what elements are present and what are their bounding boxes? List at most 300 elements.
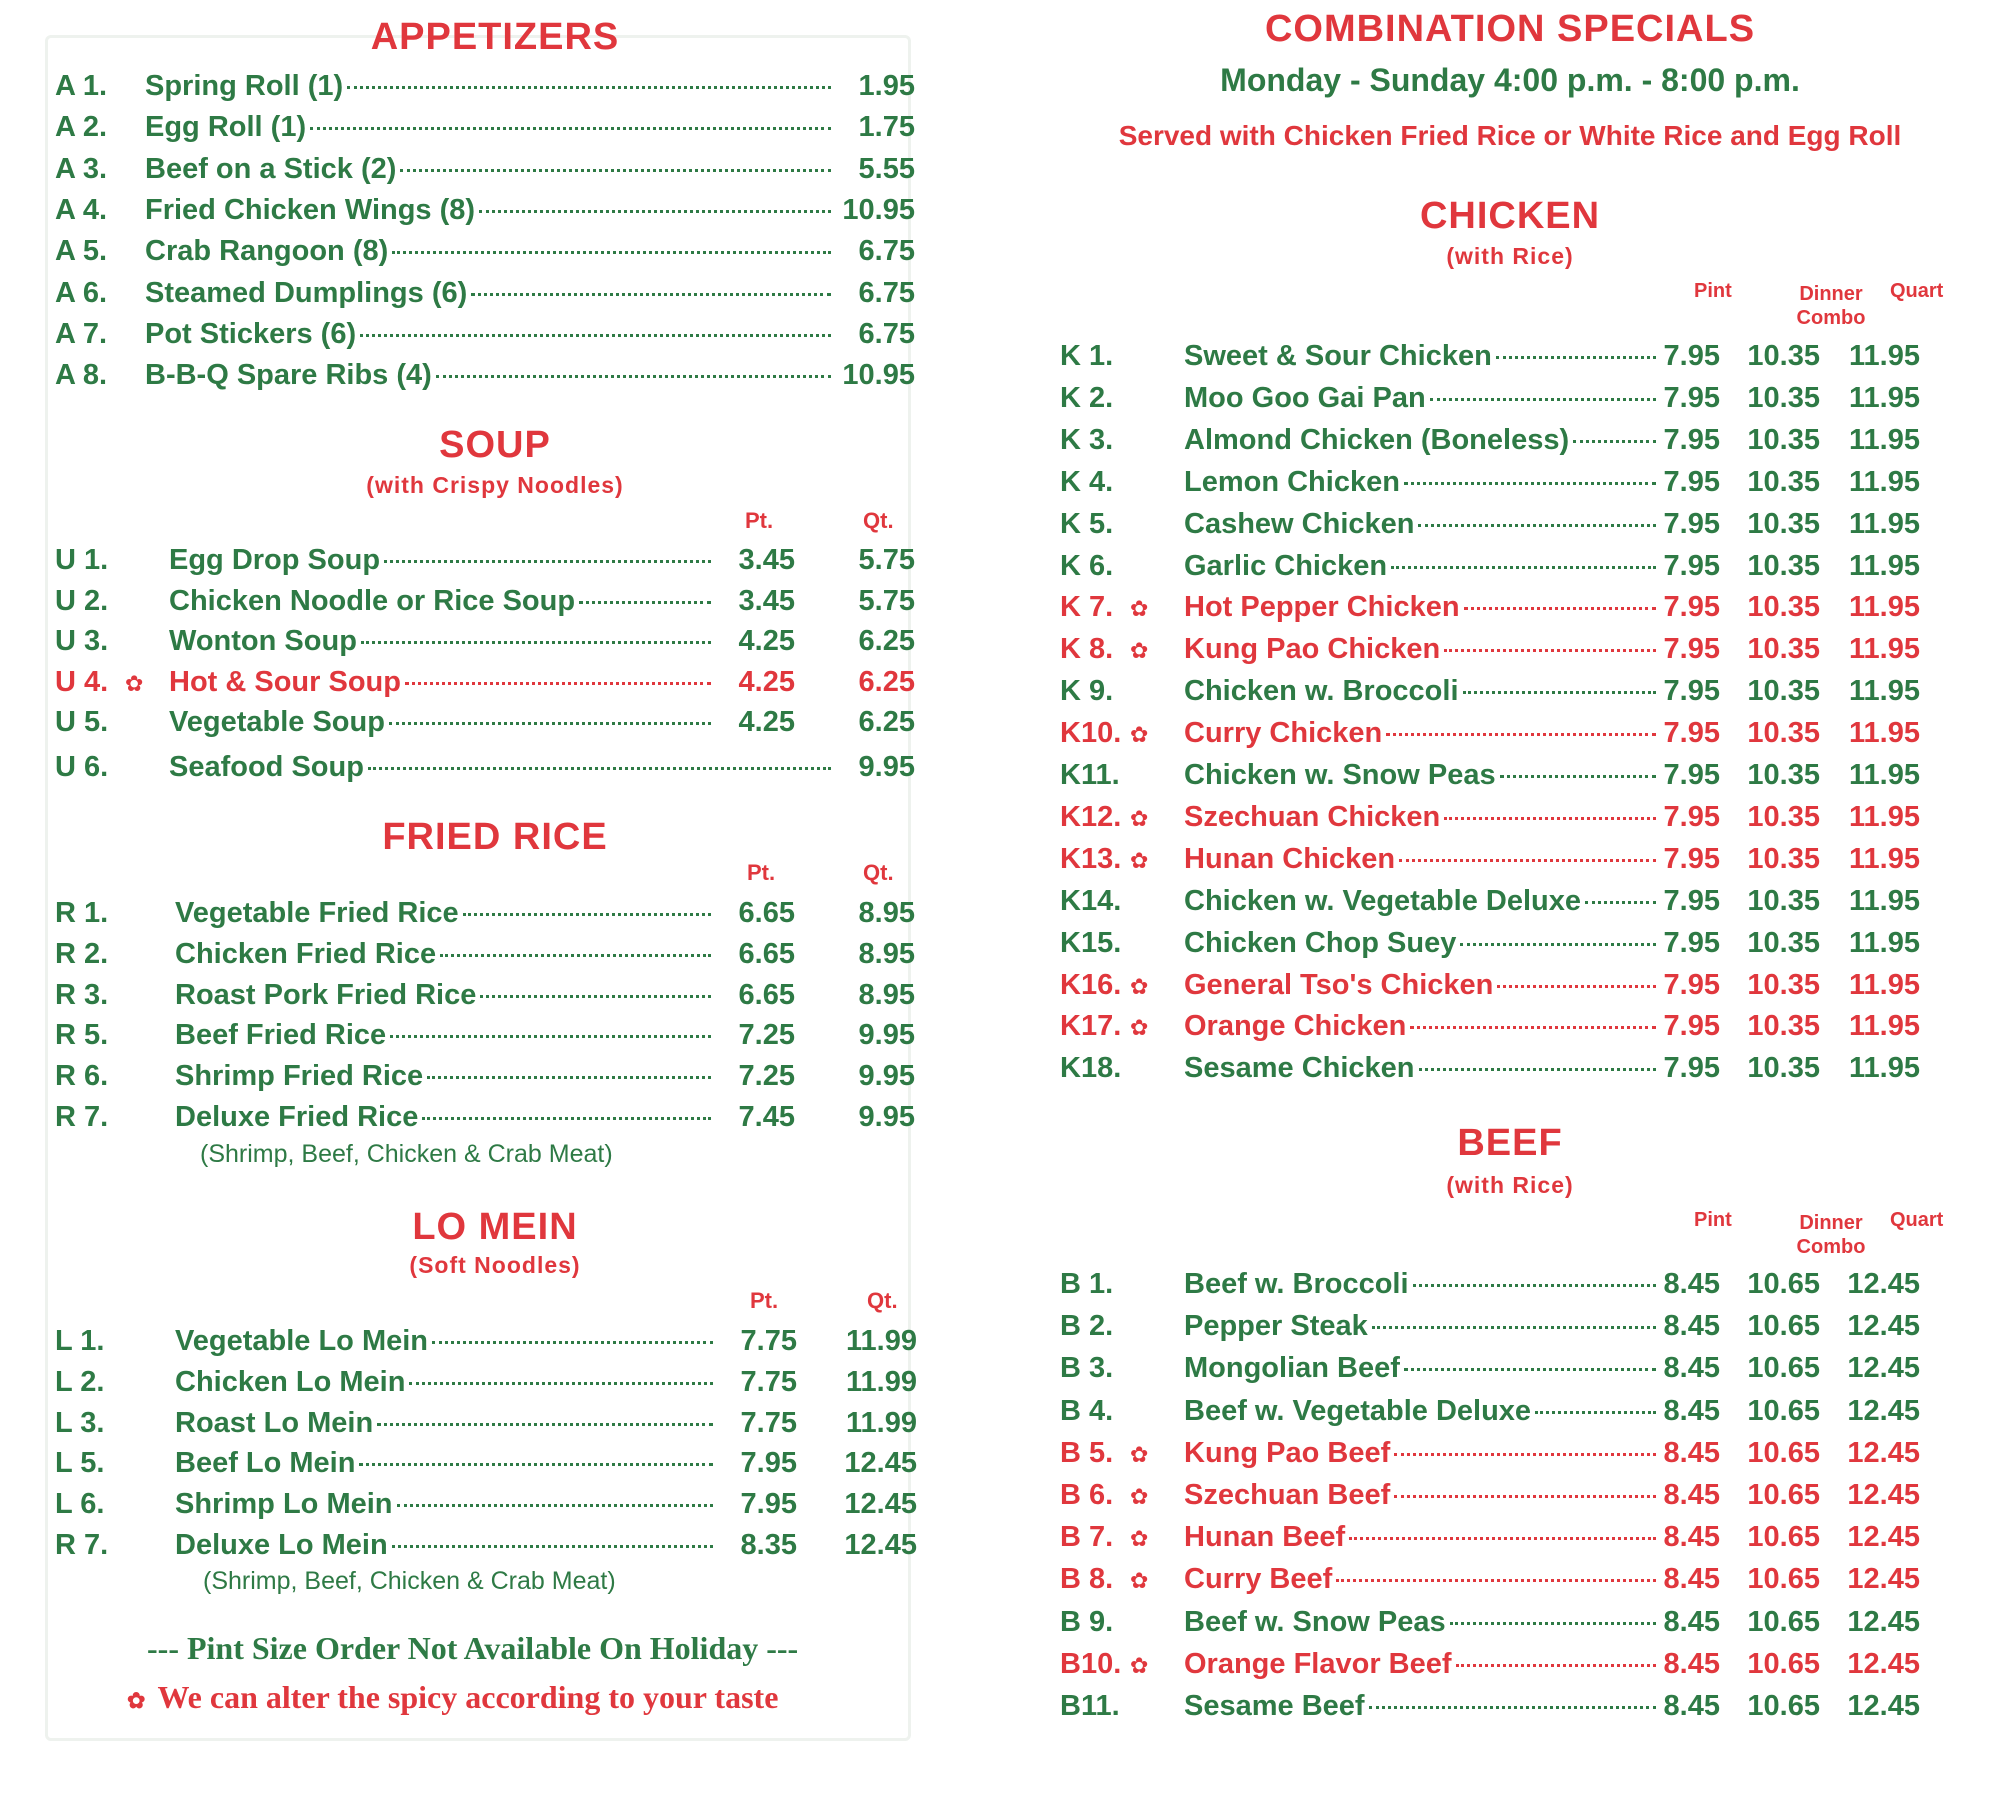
item-name: Kung Pao Beef	[1184, 1436, 1391, 1469]
item-name: Vegetable Soup	[169, 706, 385, 739]
item-name: Hunan Chicken	[1184, 842, 1396, 875]
item-price-qt: 8.95	[858, 897, 915, 929]
item-price-qt: 5.75	[858, 584, 915, 617]
item-name: Wonton Soup	[169, 625, 357, 658]
leader-dots	[1372, 1326, 1656, 1329]
item-price-pint: 7.95	[1663, 507, 1720, 540]
leader-dots	[384, 560, 711, 563]
leader-dots	[480, 995, 711, 998]
item-code: K 3.	[1060, 423, 1114, 456]
item-name: Chicken w. Snow Peas	[1184, 759, 1496, 791]
item-code: R 1.	[55, 897, 109, 929]
item-code: K 5.	[1060, 507, 1114, 540]
combination-hours: Monday - Sunday 4:00 p.m. - 8:00 p.m.	[1220, 62, 1800, 98]
item-price-quart: 12.45	[1847, 1310, 1920, 1343]
item-name: Moo Goo Gai Pan	[1184, 381, 1426, 414]
item-name: Shrimp Lo Mein	[175, 1488, 393, 1521]
item-code: B 7.	[1060, 1521, 1114, 1554]
leader-dots	[422, 1117, 711, 1120]
leader-dots	[1410, 1026, 1656, 1029]
item-name: Crab Rangoon (8)	[145, 235, 389, 268]
item-code: U 1.	[55, 544, 109, 576]
leader-dots	[347, 86, 831, 89]
chili-pepper-icon: ✿	[1130, 973, 1149, 999]
beef-subtitle: (with Rice)	[1446, 1172, 1574, 1198]
item-price-combo: 10.35	[1747, 800, 1820, 833]
item-price-pint: 7.95	[1663, 800, 1720, 833]
lo-mein-pt-header: Pt.	[750, 1288, 779, 1313]
menu-item-row	[1060, 591, 1920, 631]
menu-item-row	[55, 1060, 915, 1100]
soup-title: SOUP	[439, 424, 551, 466]
item-code: B 6.	[1060, 1479, 1114, 1511]
leader-dots	[390, 1035, 711, 1038]
menu-item-row	[55, 153, 915, 193]
item-price-combo: 10.35	[1747, 423, 1820, 456]
menu-item-row	[1060, 759, 1920, 799]
leader-dots	[1430, 398, 1656, 401]
item-price-pt: 6.65	[738, 978, 795, 1011]
item-code: K16.	[1060, 968, 1122, 1001]
item-name: Steamed Dumplings (6)	[145, 276, 468, 309]
item-price-pint: 7.95	[1663, 340, 1720, 372]
item-code: R 6.	[55, 1060, 109, 1093]
menu-item-row	[1060, 801, 1920, 841]
item-price-combo: 10.35	[1747, 381, 1820, 414]
chili-pepper-icon: ✿	[1130, 805, 1149, 831]
item-code: L 5.	[55, 1447, 105, 1480]
menu-item-row	[55, 1325, 917, 1365]
item-price-pint: 7.95	[1663, 423, 1720, 456]
item-price-pint: 8.45	[1663, 1394, 1720, 1427]
menu-item-row	[55, 938, 915, 978]
item-code: B 8.	[1060, 1563, 1114, 1596]
item-code: B 5.	[1060, 1436, 1114, 1469]
item-code: U 5.	[55, 706, 109, 739]
beef-quart-header: Quart	[1890, 1209, 1944, 1231]
item-name: Vegetable Fried Rice	[175, 897, 459, 929]
item-code: K11.	[1060, 759, 1120, 791]
item-name: Vegetable Lo Mein	[175, 1325, 428, 1357]
leader-dots	[1456, 1664, 1656, 1667]
menu-item-row	[55, 585, 915, 625]
item-price-qt: 11.99	[846, 1365, 917, 1398]
item-price-quart: 11.95	[1849, 884, 1920, 917]
menu-item-row	[55, 897, 915, 937]
item-price-pint: 7.95	[1663, 381, 1720, 414]
item-name: Almond Chicken (Boneless)	[1184, 423, 1570, 456]
item-name: Hot & Sour Soup	[169, 665, 401, 698]
item-price-quart: 11.95	[1849, 1052, 1920, 1085]
leader-dots	[471, 293, 831, 296]
chili-pepper-icon: ✿	[1130, 638, 1149, 664]
item-price-pint: 7.95	[1663, 633, 1720, 666]
item-price-pint: 8.45	[1663, 1268, 1720, 1300]
item-price-pt: 7.75	[740, 1365, 797, 1398]
item-name: Roast Pork Fried Rice	[175, 978, 477, 1011]
menu-item-row	[55, 359, 915, 399]
item-price-quart: 11.95	[1849, 717, 1920, 750]
menu-item-row	[1060, 927, 1920, 967]
item-price-quart: 12.45	[1847, 1436, 1920, 1469]
leader-dots	[1418, 524, 1656, 527]
item-price-quart: 11.95	[1849, 759, 1920, 791]
fried-rice-title: FRIED RICE	[382, 816, 608, 858]
item-code: A 4.	[55, 193, 108, 226]
item-name: Chicken Chop Suey	[1184, 926, 1457, 959]
menu-item-row	[55, 1529, 917, 1569]
item-price-pt: 3.45	[738, 584, 795, 617]
leader-dots	[360, 334, 831, 337]
item-name: Beef Fried Rice	[175, 1019, 387, 1052]
leader-dots	[368, 767, 831, 770]
item-price-combo: 10.35	[1747, 507, 1820, 540]
menu-item-row	[1060, 1352, 1920, 1392]
menu-item-row	[55, 544, 915, 584]
soup-subtitle: (with Crispy Noodles)	[366, 472, 624, 498]
item-price-pt: 7.25	[738, 1019, 795, 1052]
leader-dots	[1386, 733, 1656, 736]
item-price-pint: 8.45	[1663, 1647, 1720, 1680]
item-name: Mongolian Beef	[1184, 1352, 1400, 1385]
item-price-combo: 10.35	[1747, 340, 1820, 372]
leader-dots	[1573, 440, 1656, 443]
item-name: Sweet & Sour Chicken	[1184, 340, 1492, 372]
leader-dots	[405, 682, 711, 685]
leader-dots	[1391, 566, 1656, 569]
leader-dots	[579, 601, 711, 604]
menu-item-row	[55, 751, 915, 791]
leader-dots	[1369, 1706, 1656, 1709]
item-price-qt: 8.95	[858, 937, 915, 970]
lo-mein-qt-header: Qt.	[867, 1288, 898, 1313]
item-price-quart: 11.95	[1849, 675, 1920, 708]
leader-dots	[1413, 1284, 1656, 1287]
chili-pepper-icon: ✿	[1130, 1526, 1149, 1552]
item-price-qt: 6.25	[858, 625, 915, 658]
leader-dots	[1404, 482, 1656, 485]
menu-item-row	[1060, 885, 1920, 925]
item-name: Cashew Chicken	[1184, 507, 1415, 540]
leader-dots	[1349, 1537, 1656, 1540]
item-price-quart: 11.95	[1849, 381, 1920, 414]
leader-dots	[1460, 943, 1656, 946]
chili-pepper-icon: ✿	[127, 1688, 146, 1713]
menu-item-row	[1060, 717, 1920, 757]
item-price-qt: 12.45	[844, 1488, 917, 1521]
item-price-combo: 10.35	[1747, 842, 1820, 875]
item-price-pt: 8.35	[740, 1529, 797, 1561]
item-name: Egg Roll (1)	[145, 111, 307, 144]
item-name: Sesame Beef	[1184, 1690, 1365, 1722]
item-name: Deluxe Lo Mein	[175, 1529, 388, 1561]
leader-dots	[479, 210, 831, 213]
item-code: K 1.	[1060, 340, 1114, 372]
chili-pepper-icon: ✿	[1130, 1484, 1149, 1509]
item-name: Beef w. Snow Peas	[1184, 1605, 1446, 1638]
soup-pt-header: Pt.	[745, 508, 774, 533]
leader-dots	[1496, 356, 1656, 359]
item-price-combo: 10.35	[1747, 759, 1820, 791]
leader-dots	[432, 1341, 713, 1344]
item-price-pint: 8.45	[1663, 1436, 1720, 1469]
item-price-pt: 4.25	[738, 665, 795, 698]
chili-pepper-icon: ✿	[1130, 596, 1149, 622]
item-code: R 5.	[55, 1019, 109, 1052]
leader-dots	[440, 954, 711, 957]
item-price-qt: 9.95	[858, 1060, 915, 1093]
item-name: Beef w. Vegetable Deluxe	[1184, 1394, 1532, 1427]
item-price-pint: 8.45	[1663, 1690, 1720, 1722]
item-price-pint: 7.95	[1663, 717, 1720, 750]
beef-combo-label: Combo	[1796, 1236, 1866, 1258]
lo-mein-note: (Shrimp, Beef, Chicken & Crab Meat)	[203, 1567, 616, 1595]
item-price-pint: 8.45	[1663, 1521, 1720, 1554]
menu-item-row	[1060, 1437, 1920, 1477]
menu-item-row	[1060, 1052, 1920, 1092]
item-price-pint: 8.45	[1663, 1479, 1720, 1511]
leader-dots	[1585, 901, 1656, 904]
item-price-quart: 12.45	[1847, 1479, 1920, 1511]
item-code: K10.	[1060, 717, 1122, 750]
item-code: A 3.	[55, 152, 108, 185]
item-price-price: 10.95	[842, 359, 915, 392]
item-price-quart: 12.45	[1847, 1563, 1920, 1596]
item-code: L 3.	[55, 1406, 105, 1439]
menu-item-row	[1060, 1479, 1920, 1519]
item-name: Hot Pepper Chicken	[1184, 591, 1460, 624]
item-code: K12.	[1060, 800, 1122, 833]
item-price-combo: 10.35	[1747, 549, 1820, 582]
item-name: Chicken Lo Mein	[175, 1365, 406, 1398]
item-price-quart: 11.95	[1849, 340, 1920, 372]
item-code: L 6.	[55, 1488, 105, 1521]
menu-item-row	[55, 625, 915, 665]
item-price-quart: 12.45	[1847, 1605, 1920, 1638]
item-price-pt: 7.45	[738, 1101, 795, 1133]
item-price-combo: 10.35	[1747, 465, 1820, 498]
menu-item-row	[55, 1447, 917, 1487]
leader-dots	[1464, 607, 1656, 610]
item-price-quart: 11.95	[1849, 549, 1920, 582]
item-price-pint: 7.95	[1663, 1010, 1720, 1043]
leader-dots	[400, 169, 831, 172]
item-name: General Tso's Chicken	[1184, 968, 1494, 1001]
item-code: B 2.	[1060, 1310, 1114, 1343]
item-code: K13.	[1060, 842, 1122, 875]
leader-dots	[1500, 775, 1656, 778]
item-price-pint: 7.95	[1663, 842, 1720, 875]
leader-dots	[397, 1504, 714, 1507]
item-price-quart: 11.95	[1849, 423, 1920, 456]
fried-rice-qt-header: Qt.	[863, 860, 894, 885]
menu-item-row	[55, 1407, 917, 1447]
menu-item-row	[1060, 424, 1920, 464]
item-price-price: 1.75	[858, 111, 915, 144]
item-price-pint: 7.95	[1663, 675, 1720, 708]
item-price-qt: 6.25	[858, 665, 915, 698]
item-price-qt: 6.25	[858, 706, 915, 739]
item-price-price: 6.75	[858, 317, 915, 350]
item-price-pt: 4.25	[738, 706, 795, 739]
menu-item-row	[1060, 843, 1920, 883]
item-price-qt: 12.45	[844, 1529, 917, 1561]
leader-dots	[392, 251, 831, 254]
item-code: R 3.	[55, 978, 109, 1011]
chili-pepper-icon: ✿	[1130, 1441, 1149, 1467]
combination-served-with: Served with Chicken Fried Rice or White Rice and Egg Roll	[1118, 120, 1902, 151]
menu-item-row	[1060, 340, 1920, 380]
menu-item-row	[55, 1019, 915, 1059]
chicken-quart-header: Quart	[1890, 280, 1944, 302]
leader-dots	[1444, 649, 1656, 652]
item-code: R 2.	[55, 937, 109, 970]
beef-pint-header: Pint	[1694, 1209, 1732, 1231]
leader-dots	[389, 722, 711, 725]
item-code: B 3.	[1060, 1352, 1114, 1385]
item-name: Szechuan Chicken	[1184, 800, 1441, 833]
item-price-combo: 10.35	[1747, 1010, 1820, 1043]
menu-item-row	[55, 1366, 917, 1406]
item-code: K15.	[1060, 926, 1122, 959]
item-price-combo: 10.65	[1747, 1394, 1820, 1427]
item-price-combo: 10.35	[1747, 717, 1820, 750]
appetizers-title: APPETIZERS	[370, 16, 620, 58]
item-price-combo: 10.65	[1747, 1436, 1820, 1469]
menu-item-row	[1060, 1010, 1920, 1050]
item-code: B 4.	[1060, 1394, 1114, 1427]
item-price-combo: 10.65	[1747, 1690, 1820, 1722]
item-name: Chicken Noodle or Rice Soup	[169, 584, 576, 617]
item-price: 9.95	[858, 751, 915, 783]
item-name: Szechuan Beef	[1184, 1479, 1391, 1511]
leader-dots	[361, 641, 711, 644]
item-price-pint: 7.95	[1663, 465, 1720, 498]
item-code: B10.	[1060, 1647, 1122, 1680]
item-price-pt: 4.25	[738, 625, 795, 658]
menu-item-row	[55, 70, 915, 110]
item-price-combo: 10.65	[1747, 1352, 1820, 1385]
item-price-quart: 11.95	[1849, 926, 1920, 959]
item-price-qt: 5.75	[858, 544, 915, 576]
item-price-quart: 11.95	[1849, 800, 1920, 833]
lo-mein-title: LO MEIN	[412, 1206, 578, 1248]
leader-dots	[409, 1382, 713, 1385]
chili-pepper-icon: ✿	[125, 670, 144, 696]
item-price-quart: 11.95	[1849, 1010, 1920, 1043]
chili-pepper-icon: ✿	[1130, 1652, 1149, 1678]
item-code: K17.	[1060, 1010, 1122, 1043]
item-code: K 4.	[1060, 465, 1114, 498]
menu-item-row	[55, 235, 915, 275]
menu-item-row	[55, 666, 915, 706]
item-code: R 7.	[55, 1101, 109, 1133]
menu-item-row	[1060, 1690, 1920, 1730]
leader-dots	[1404, 1368, 1656, 1371]
beef-title: BEEF	[1457, 1122, 1563, 1164]
item-price-quart: 12.45	[1847, 1690, 1920, 1722]
item-price-quart: 11.95	[1849, 842, 1920, 875]
item-price-price: 6.75	[858, 235, 915, 268]
item-name: Curry Chicken	[1184, 717, 1383, 750]
item-price-combo: 10.65	[1747, 1521, 1820, 1554]
item-code: A 5.	[55, 235, 108, 268]
pint-holiday-notice: --- Pint Size Order Not Available On Holiday ---	[147, 1630, 799, 1666]
item-name: Roast Lo Mein	[175, 1406, 374, 1439]
item-price-qt: 11.99	[846, 1325, 917, 1357]
leader-dots	[1463, 691, 1657, 694]
item-name: Egg Drop Soup	[169, 544, 381, 576]
leader-dots	[1394, 1495, 1656, 1498]
item-price-pint: 7.95	[1663, 884, 1720, 917]
spicy-notice	[127, 1679, 778, 1716]
item-price-pt: 6.65	[738, 897, 795, 929]
item-price-pt: 7.75	[740, 1406, 797, 1439]
item-price-combo: 10.35	[1747, 633, 1820, 666]
menu-item-row	[55, 318, 915, 358]
item-price-price: 10.95	[842, 193, 915, 226]
item-price-pt: 7.25	[738, 1060, 795, 1093]
item-price-pint: 7.95	[1663, 549, 1720, 582]
item-code: K18.	[1060, 1052, 1122, 1085]
chili-pepper-icon: ✿	[1130, 847, 1149, 873]
item-code: B 9.	[1060, 1605, 1114, 1638]
menu-item-row	[55, 277, 915, 317]
item-price-combo: 10.35	[1747, 926, 1820, 959]
item-code: R 7.	[55, 1529, 109, 1561]
menu-item-row	[55, 1101, 915, 1141]
item-name: Beef Lo Mein	[175, 1447, 356, 1480]
item-code: K14.	[1060, 884, 1122, 917]
leader-dots	[377, 1423, 713, 1426]
menu-item-row	[55, 111, 915, 151]
item-name: Chicken Fried Rice	[175, 937, 437, 970]
chicken-subtitle: (with Rice)	[1446, 243, 1574, 269]
item-name: Spring Roll (1)	[145, 70, 344, 102]
chicken-title: CHICKEN	[1419, 195, 1601, 237]
item-code: U 4.	[55, 665, 109, 698]
item-name: Pepper Steak	[1184, 1310, 1368, 1343]
item-name: Seafood Soup	[169, 751, 364, 783]
item-price-pint: 8.45	[1663, 1352, 1720, 1385]
fried-rice-note: (Shrimp, Beef, Chicken & Crab Meat)	[200, 1140, 613, 1168]
item-name: Sesame Chicken	[1184, 1052, 1415, 1085]
item-price-combo: 10.65	[1747, 1479, 1820, 1511]
item-name: Curry Beef	[1184, 1563, 1333, 1596]
item-code: A 8.	[55, 359, 108, 392]
fried-rice-pt-header: Pt.	[747, 860, 776, 885]
item-price-quart: 12.45	[1847, 1352, 1920, 1385]
item-price-combo: 10.65	[1747, 1310, 1820, 1343]
item-price-combo: 10.35	[1747, 675, 1820, 708]
item-price-quart: 12.45	[1847, 1268, 1920, 1300]
item-code: K 2.	[1060, 381, 1114, 414]
item-price-combo: 10.35	[1747, 1052, 1820, 1085]
item-code: A 7.	[55, 317, 108, 350]
menu-item-row	[1060, 675, 1920, 715]
item-name: Lemon Chicken	[1184, 465, 1400, 498]
item-price-combo: 10.65	[1747, 1268, 1820, 1300]
leader-dots	[392, 1545, 713, 1548]
item-name: Hunan Beef	[1184, 1521, 1346, 1554]
menu-item-row	[55, 979, 915, 1019]
item-name: B-B-Q Spare Ribs (4)	[145, 359, 432, 392]
leader-dots	[1497, 985, 1656, 988]
item-price-pt: 7.95	[740, 1447, 797, 1480]
item-price-combo: 10.35	[1747, 591, 1820, 624]
item-price-combo: 10.65	[1747, 1605, 1820, 1638]
item-price-pint: 8.45	[1663, 1563, 1720, 1596]
